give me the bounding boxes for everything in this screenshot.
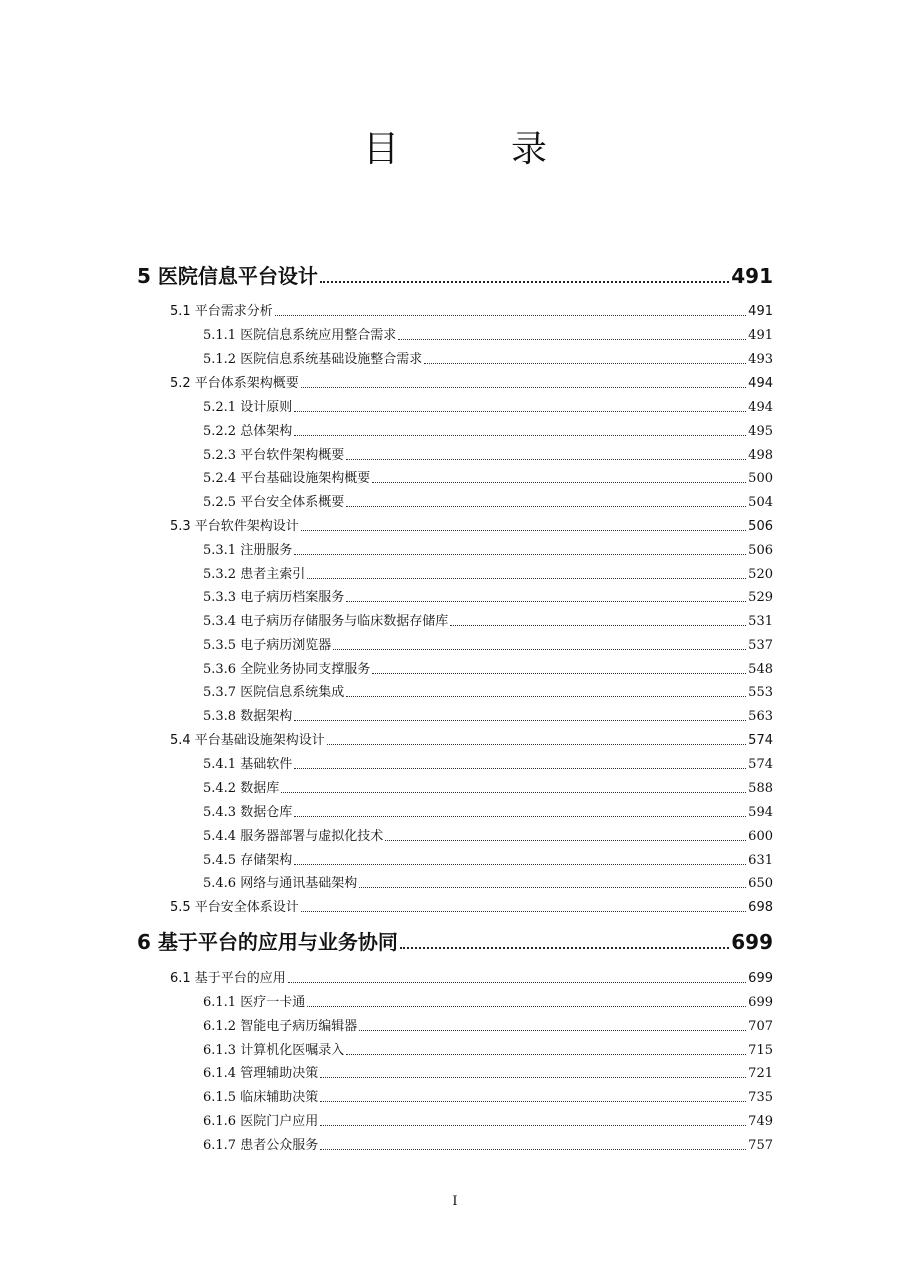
toc-entry-sub[interactable]	[203, 612, 773, 632]
toc-entry-sub[interactable]	[203, 803, 773, 823]
toc-entry-label: 5.4.2 数据库	[203, 781, 280, 796]
toc-entry-page: 494	[748, 376, 773, 391]
dot-leader	[424, 362, 746, 364]
toc-entry-sub[interactable]	[203, 1017, 773, 1037]
toc-entry-page: 495	[748, 424, 773, 439]
toc-entry-sub[interactable]	[203, 827, 773, 847]
toc-entry-page: 588	[748, 781, 773, 796]
toc-entry-label: 5.4 平台基础设施架构设计	[170, 733, 325, 748]
toc-entry-label: 5.3.1 注册服务	[203, 543, 293, 558]
toc-entry-page: 537	[748, 638, 773, 653]
toc-entry-section[interactable]	[170, 374, 773, 394]
toc-entry-sub[interactable]	[203, 1041, 773, 1061]
dot-leader	[450, 624, 746, 626]
dot-leader	[288, 981, 746, 983]
dot-leader	[359, 1029, 746, 1031]
toc-entry-page: 650	[748, 876, 773, 891]
toc-entry-page: 600	[748, 829, 773, 844]
toc-entry-sub[interactable]	[203, 1064, 773, 1084]
toc-entry-page: 529	[748, 590, 773, 605]
toc-entry-page: 491	[731, 264, 773, 288]
toc-entry-sub[interactable]	[203, 493, 773, 513]
toc-entry-sub[interactable]	[203, 350, 773, 370]
toc-entry-sub[interactable]	[203, 469, 773, 489]
toc-entry-page: 574	[748, 757, 773, 772]
toc-entry-label: 5.2.1 设计原则	[203, 400, 293, 415]
toc-entry-page: 494	[748, 400, 773, 415]
toc-entry-section[interactable]	[170, 731, 773, 751]
toc-entry-label: 5.2.5 平台安全体系概要	[203, 495, 345, 510]
dot-leader	[346, 600, 746, 602]
toc-entry-label: 6.1.1 医疗一卡通	[203, 995, 306, 1010]
toc-entry-label: 5.3.5 电子病历浏览器	[203, 638, 332, 653]
toc-entry-sub[interactable]	[203, 565, 773, 585]
toc-entry-page: 699	[748, 971, 773, 986]
dot-leader	[301, 529, 746, 531]
toc-title: 目 录	[362, 129, 585, 170]
toc-entry-page: 500	[748, 471, 773, 486]
toc-entry-page: 715	[748, 1043, 773, 1058]
dot-leader	[281, 791, 746, 793]
toc-entry-page: 574	[748, 733, 773, 748]
toc-entry-page: 749	[748, 1114, 773, 1129]
toc-entry-chapter[interactable]	[137, 928, 773, 956]
toc-entry-sub[interactable]	[203, 398, 773, 418]
dot-leader	[294, 410, 746, 412]
toc-entry-label: 5.2.4 平台基础设施架构概要	[203, 471, 371, 486]
dot-leader	[372, 672, 746, 674]
toc-entry-page: 553	[748, 685, 773, 700]
toc-entry-page: 698	[748, 900, 773, 915]
dot-leader	[320, 1124, 746, 1126]
toc-entry-page: 506	[748, 519, 773, 534]
toc-entry-page: 491	[748, 304, 773, 319]
toc-entry-page: 699	[731, 930, 773, 954]
toc-entry-label: 5.3.2 患者主索引	[203, 567, 306, 582]
toc-entry-label: 5.4.1 基础软件	[203, 757, 293, 772]
toc-entry-label: 5.2 平台体系架构概要	[170, 376, 299, 391]
toc-entry-page: 506	[748, 543, 773, 558]
toc-entry-sub[interactable]	[203, 1136, 773, 1156]
toc-entry-page: 721	[748, 1066, 773, 1081]
toc-entry-page: 531	[748, 614, 773, 629]
toc-entry-sub[interactable]	[203, 326, 773, 346]
dot-leader	[320, 1076, 746, 1078]
dot-leader	[275, 314, 746, 316]
toc-entry-sub[interactable]	[203, 779, 773, 799]
dot-leader	[359, 886, 746, 888]
dot-leader	[301, 386, 746, 388]
toc-entry-label: 5.4.3 数据仓库	[203, 805, 293, 820]
dot-leader	[346, 458, 746, 460]
toc-entry-sub[interactable]	[203, 446, 773, 466]
dot-leader	[294, 815, 746, 817]
toc-entry-label: 5.1.2 医院信息系统基础设施整合需求	[203, 352, 423, 367]
page-number: I	[452, 1194, 458, 1209]
toc-entry-sub[interactable]	[203, 588, 773, 608]
dot-leader	[307, 1005, 746, 1007]
toc-entry-page: 493	[748, 352, 773, 367]
toc-entry-sub[interactable]	[203, 541, 773, 561]
toc-entry-sub[interactable]	[203, 874, 773, 894]
toc-entry-label: 5.3.3 电子病历档案服务	[203, 590, 345, 605]
toc-entry-label: 5.3.7 医院信息系统集成	[203, 685, 345, 700]
toc-entry-page: 707	[748, 1019, 773, 1034]
toc-entry-page: 757	[748, 1138, 773, 1153]
dot-leader	[372, 481, 746, 483]
toc-entry-sub[interactable]	[203, 755, 773, 775]
toc-entry-label: 5.3.8 数据架构	[203, 709, 293, 724]
toc-entry-label: 5.5 平台安全体系设计	[170, 900, 299, 915]
toc-entry-label: 5.1.1 医院信息系统应用整合需求	[203, 328, 397, 343]
toc-entry-label: 5.4.5 存储架构	[203, 853, 293, 868]
toc-entry-chapter[interactable]	[137, 262, 773, 290]
dot-leader	[327, 743, 746, 745]
dot-leader	[400, 946, 729, 949]
toc-entry-page: 548	[748, 662, 773, 677]
toc-entry-page: 520	[748, 567, 773, 582]
dot-leader	[385, 839, 746, 841]
dot-leader	[294, 553, 746, 555]
toc-entry-label: 6.1.2 智能电子病历编辑器	[203, 1019, 358, 1034]
toc-entry-label: 5.4.6 网络与通讯基础架构	[203, 876, 358, 891]
toc-entry-label: 5.2.2 总体架构	[203, 424, 293, 439]
dot-leader	[346, 1053, 746, 1055]
toc-entry-label: 6.1.4 管理辅助决策	[203, 1066, 319, 1081]
toc-entry-section[interactable]	[170, 517, 773, 537]
toc-entry-label: 5.3.6 全院业务协同支撑服务	[203, 662, 371, 677]
toc-entry-sub[interactable]	[203, 993, 773, 1013]
toc-entry-sub[interactable]	[203, 1088, 773, 1108]
toc-entry-sub[interactable]	[203, 636, 773, 656]
toc-entry-label: 6.1.3 计算机化医嘱录入	[203, 1043, 345, 1058]
dot-leader	[294, 767, 746, 769]
toc-entry-label: 5.1 平台需求分析	[170, 304, 273, 319]
toc-entry-label: 6.1.5 临床辅助决策	[203, 1090, 319, 1105]
toc-entry-page: 735	[748, 1090, 773, 1105]
toc-entry-sub[interactable]	[203, 1112, 773, 1132]
toc-entry-label: 6.1 基于平台的应用	[170, 971, 286, 986]
toc-entry-label: 6.1.6 医院门户应用	[203, 1114, 319, 1129]
toc-entry-sub[interactable]	[203, 422, 773, 442]
toc-entry-page: 699	[748, 995, 773, 1010]
dot-leader	[320, 1148, 746, 1150]
toc-entry-page: 491	[748, 328, 773, 343]
toc-entry-page: 594	[748, 805, 773, 820]
toc-entry-label: 5.3.4 电子病历存储服务与临床数据存储库	[203, 614, 449, 629]
toc-entry-sub[interactable]	[203, 851, 773, 871]
dot-leader	[294, 719, 746, 721]
toc-entry-section[interactable]	[170, 898, 773, 918]
toc-entry-sub[interactable]	[203, 660, 773, 680]
dot-leader	[333, 648, 746, 650]
toc-entry-sub[interactable]	[203, 707, 773, 727]
toc-entry-page: 498	[748, 448, 773, 463]
dot-leader	[398, 338, 746, 340]
dot-leader	[301, 910, 746, 912]
toc-entry-label: 5.2.3 平台软件架构概要	[203, 448, 345, 463]
toc-entry-page: 504	[748, 495, 773, 510]
dot-leader	[346, 505, 746, 507]
dot-leader	[294, 434, 746, 436]
toc-entry-page: 631	[748, 853, 773, 868]
toc-entry-label: 5.3 平台软件架构设计	[170, 519, 299, 534]
toc-entry-label: 5.4.4 服务器部署与虚拟化技术	[203, 829, 384, 844]
toc-entry-label: 6.1.7 患者公众服务	[203, 1138, 319, 1153]
dot-leader	[307, 577, 746, 579]
dot-leader	[294, 863, 746, 865]
toc-entry-section[interactable]	[170, 969, 773, 989]
toc-entry-page: 563	[748, 709, 773, 724]
dot-leader	[346, 695, 746, 697]
dot-leader	[320, 1100, 746, 1102]
toc-entry-section[interactable]	[170, 302, 773, 322]
toc-entry-label: 6 基于平台的应用与业务协同	[137, 930, 398, 954]
toc-entry-label: 5 医院信息平台设计	[137, 264, 318, 288]
dot-leader	[320, 280, 729, 283]
toc-entry-sub[interactable]	[203, 683, 773, 703]
